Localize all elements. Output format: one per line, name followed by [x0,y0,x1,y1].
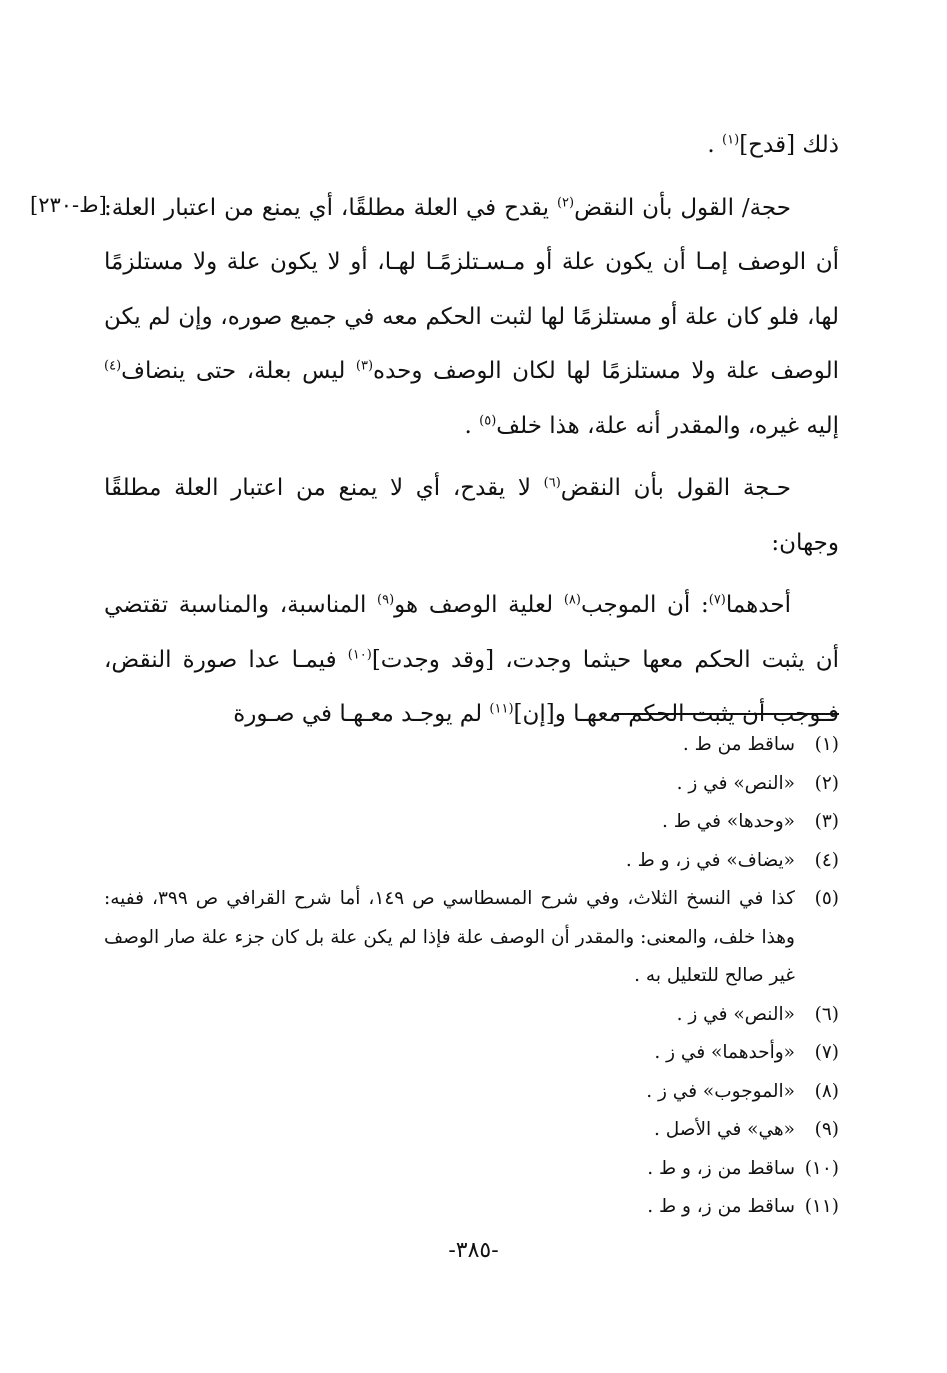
footnote-number: (٩) [814,1119,839,1140]
footnote-number: (١١) [804,1196,839,1217]
paragraph-2-end: . [464,412,480,439]
footnote-divider [614,713,839,715]
footnote-ref-10: (١٠) [347,646,372,662]
footnote-ref-9: (٩) [377,592,395,608]
paragraph-3-text: حـجة القول بأن النقض [560,475,791,501]
footnote-item [104,996,839,1035]
footnote-ref-6: (٦) [543,475,561,491]
paragraph-3 [104,461,839,570]
paragraph-3-text: لا يقدح، أي لا يمنع من اعتبار العلة مطلقًا وجهان: [104,475,839,556]
footnote-text: «الموجوب» في ز . [646,1080,795,1102]
footnote-item [104,1073,839,1112]
footnote-number: (٦) [814,1003,839,1025]
paragraph-1 [104,118,839,173]
footnote-item [104,803,839,842]
footnotes-list [104,726,839,1227]
footnote-text: ساقط من ز، و ط . [647,1157,795,1179]
footnote-text: «يضاف» في ز، و ط . [625,849,795,871]
footnote-ref-11: (١١) [489,701,514,717]
footnote-ref-4: (٤) [104,358,122,374]
footnote-item [104,880,839,996]
footnote-item [104,726,839,765]
main-text-body [104,118,839,742]
footnote-text: ساقط من ط . [682,734,795,755]
footnote-number: (٥) [814,888,839,909]
paragraph-4-text: أحدهما [725,592,791,618]
paragraph-4 [104,578,839,742]
footnote-number: (٨) [814,1080,839,1102]
footnote-ref-1: (١) [722,132,740,148]
footnote-item [104,765,839,804]
paragraph-4-text: المناسبة، والمناسبة تقتضي أن يثبت الحكم معها حيثما وجدت، [وقد وجدت] [104,592,839,673]
footnote-text: «النص» في ز . [676,1003,795,1025]
footnote-ref-2: (٢) [556,194,575,210]
paragraph-1-end: . [707,132,723,158]
footnote-ref-8: (٨) [563,592,581,608]
paragraph-4-text: فيمـا عدا صورة النقض، فـوجب أن يثبت الحكم معهـا و[إن] [104,646,839,727]
paragraph-4-text: لعلية الوصف هو [394,592,564,618]
paragraph-2-text: ليس بعلة، حتى ينضاف [121,358,356,384]
footnote-text: «وحدها» في ط . [661,811,795,832]
paragraph-2 [104,181,839,454]
footnote-number: (١٠) [804,1157,839,1179]
page-number: -٣٨٥- [448,1238,499,1263]
footnote-text: «وأحدهما» في ز . [654,1042,795,1063]
paragraph-2-text: إليه غيره، والمقدر أنه علة، هذا خلف [496,412,839,439]
footnote-number: (٣) [814,811,839,832]
footnote-item [104,1034,839,1073]
footnote-number: (٤) [814,849,839,871]
footnote-number: (٢) [814,772,839,794]
footnote-ref-3: (٣) [355,358,374,374]
footnote-ref-7: (٧) [708,592,726,608]
footnote-text: «النص» في ز . [676,772,795,794]
footnote-text: «هي» في الأصل . [653,1119,795,1140]
footnote-number: (١) [814,734,839,755]
footnote-number: (٧) [814,1042,839,1063]
footnote-text: كذا في النسخ الثلاث، وفي شرح المسطاسي ص ١٤٩، أما شرح القرافي ص ٣٩٩، ففيه: وهذا خلف، والمعنى: والمقدر أن الوصف علة فإذا لم يكن علة بل كان جزء علة صار الوصف غير صالح للتعليل به . [104,888,795,986]
paragraph-1-text: ذلك [قدح] [739,132,839,158]
footnote-item [104,1111,839,1150]
paragraph-2-text: حجة/ القول بأن النقض [574,194,792,221]
footnote-ref-5: (٥) [479,412,497,428]
footnote-text: ساقط من ز، و ط . [647,1196,795,1217]
footnote-item [104,1150,839,1189]
margin-note: [ط-٢٣٠] [30,193,107,217]
footnote-item [104,1188,839,1227]
paragraph-2-text: يقدح في العلة مطلقًا، أي يمنع من اعتبار العلة: أن الوصف إمـا أن يكون علة أو مـسـتلزمًـا لهـا، أو لا يكون علة ولا مستلزمًا لها، فلو كان علة أو مستلزمًا لها لثبت الحكم معه في جميع صوره، وإن لم يكن الوصف علة ولا مستلزمًا لها لكان الوصف وحده [104,194,839,384]
paragraph-4-text: لم يوجـد معـهـا في صـورة [233,701,490,727]
footnote-item [104,842,839,881]
paragraph-4-text: : أن الموجب [580,592,709,618]
